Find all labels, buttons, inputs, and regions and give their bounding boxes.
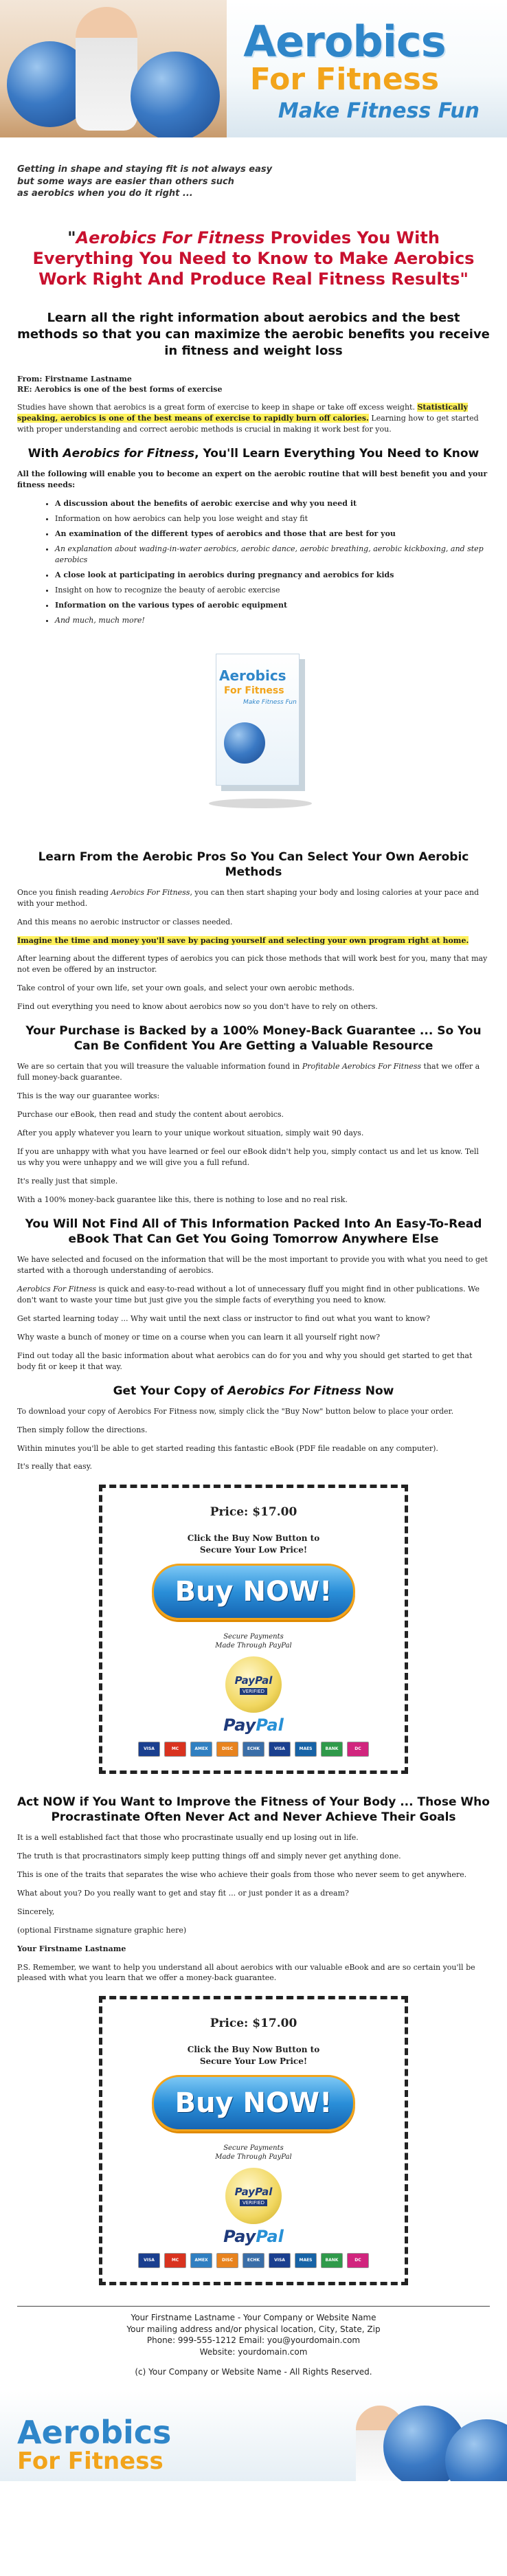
list-item: • Information on the various types of aerobic equipment (55, 600, 490, 611)
paragraph: It's really that easy. (17, 1462, 92, 1472)
signature-placeholder: (optional Firstname signature graphic here) (17, 1925, 187, 1935)
footer-website: Website: yourdomain.com (199, 2347, 308, 2357)
payment-card-icon: VISA (269, 2253, 291, 2268)
payment-cards (116, 2253, 391, 2268)
text: , You'll Learn Everything You Need to Know (194, 447, 480, 461)
paypal-logo-pal: Pal (256, 2226, 284, 2246)
text: Get Your Copy of (113, 1384, 228, 1398)
list-item: • And much, much more! (55, 615, 490, 626)
paragraph: After you apply whatever you learn to your unique workout situation, simply wait 90 days. (17, 1129, 364, 1138)
payment-cards (116, 1742, 391, 1757)
feature-list (17, 498, 490, 625)
logo-tagline: Make Fitness Fun (278, 99, 480, 124)
paragraph: To download your copy of Aerobics For Fitness now, simply click the "Buy Now" button below to place your order. (17, 1406, 454, 1416)
bottom-logo-line2: For Fitness (17, 2447, 164, 2475)
list-item: • An explanation about wading-in-water aerobics, aerobic dance, aerobic breathing, aerobic kickboxing, and step aerobics (55, 544, 490, 566)
highlighted-text: Statistically speaking, aerobics is one of the best means of exercise to rapidly burn off calories. (17, 403, 468, 423)
order-cta (116, 1533, 391, 1555)
cta-line: Secure Your Low Price! (199, 1544, 308, 1555)
main-headline (30, 227, 477, 289)
paragraph: Find out today all the basic information about what aerobics can do for you and why you should get started to get that body fit or keep it that way. (17, 1351, 473, 1371)
bottom-banner (0, 2392, 507, 2481)
cta-line: Secure Your Low Price! (199, 2056, 308, 2066)
letter-header (17, 374, 490, 395)
logo-line1: Aerobics (243, 16, 446, 67)
seal-text: PayPal (234, 2185, 273, 2198)
payment-card-icon: MC (164, 1742, 186, 1757)
fitness-ball-image (131, 52, 220, 137)
paypal-verified-seal-icon (225, 2168, 282, 2224)
buy-now-button[interactable]: Buy NOW! (152, 2075, 355, 2131)
paragraph: Why waste a bunch of money or time on a course when you can learn it all yourself right now? (17, 1332, 381, 1342)
paragraph (17, 1284, 490, 1306)
paragraph (17, 887, 490, 909)
list-item: • An examination of the different types of aerobics and those that are best for you (55, 529, 490, 540)
list-item: • Information on how aerobics can help you lose weight and stay fit (55, 513, 490, 524)
secure-payments-text (116, 2144, 391, 2162)
paragraph: After learning about the different types of aerobics you can pick those methods that will work best for you, many that may not even be offered by an instructor. (17, 954, 488, 975)
price-label: Price: $17.00 (210, 2017, 297, 2031)
paragraph (17, 935, 490, 946)
text: Once you finish reading (17, 887, 111, 897)
payment-card-icon: VISA (138, 1742, 160, 1757)
seal-subtext: VERIFIED (240, 2199, 267, 2206)
highlighted-text: Imagine the time and money you'll save by pacing yourself and selecting your own program right at home. (17, 935, 469, 945)
list-item: • A close look at participating in aerobics during pregnancy and aerobics for kids (55, 570, 490, 581)
letter-paragraph (17, 402, 490, 435)
headline-quote: " (67, 227, 76, 247)
ebook-cover-image (202, 654, 305, 808)
paragraph: Get started learning today ... Why wait until the next class or instructor to find out what you want to know? (17, 1313, 430, 1323)
bottom-logo-line1: Aerobics (17, 2413, 172, 2451)
footer-line: Your Firstname Lastname - Your Company or Website Name (131, 2312, 376, 2322)
section-title-act-now: Act NOW if You Want to Improve the Fitness of Your Body ... Those Who Procrastinate Often Never Act and Never Achieve Their Goals (17, 1795, 490, 1824)
cta-line: Click the Buy Now Button to (187, 2045, 320, 2055)
payment-card-icon: DC (347, 1742, 369, 1757)
payment-card-icon: AMEX (190, 2253, 212, 2268)
text: We are so certain that you will treasure the valuable information found in (17, 1062, 302, 1072)
cta-line: Click the Buy Now Button to (187, 1533, 320, 1544)
order-box (99, 1996, 408, 2285)
footer-divider (17, 2306, 490, 2307)
payment-card-icon: DISC (216, 2253, 238, 2268)
section-title-ebook: You Will Not Find All of This Information Packed Into An Easy-To-Read eBook That Can Get You Going Tomorrow Anywhere Else (25, 1217, 482, 1246)
payment-card-icon: AMEX (190, 1742, 212, 1757)
site-logo (210, 16, 480, 124)
seal-text: PayPal (234, 1674, 273, 1687)
text: Aerobics For Fitness (111, 887, 190, 897)
sub-headline: Learn all the right information about aerobics and the best methods so that you can maximize the aerobic benefits you receive in fitness and weight loss (17, 310, 490, 359)
footer-line: Phone: 999-555-1212 Email: you@yourdomain.com (146, 2335, 361, 2346)
cover-tagline: Make Fitness Fun (243, 698, 297, 706)
letter-re: RE: Aerobics is one of the best forms of exercise (17, 384, 223, 394)
order-box (99, 1485, 408, 1773)
paragraph: Find out everything you need to know about aerobics now so you don't have to rely on others. (17, 1002, 378, 1012)
text: With (27, 447, 63, 461)
buy-now-button[interactable]: Buy NOW! (152, 1564, 355, 1620)
paragraph: The truth is that procrastinators simply keep putting things off and simply never get anything done. (17, 1851, 401, 1861)
paragraph: Purchase our eBook, then read and study the content about aerobics. (17, 1110, 284, 1120)
postscript: P.S. Remember, we want to help you understand all about aerobics with our valuable eBook and are so certain you'll be pleased with what you learn that we offer a money-back guarantee. (17, 1962, 475, 1983)
paypal-verified-seal-icon (225, 1656, 282, 1713)
paragraph: It is a well established fact that those who procrastinate usually end up losing out in life. (17, 1832, 359, 1842)
list-item: • Insight on how to recognize the beauty of aerobic exercise (55, 585, 490, 596)
section-title-guarantee: Your Purchase is Backed by a 100% Money-Back Guarantee ... So You Can Be Confident You Are Getting a Valuable Resource (25, 1024, 482, 1054)
woman-image (76, 7, 137, 131)
payment-card-icon: DISC (216, 1742, 238, 1757)
seal-subtext: VERIFIED (240, 1688, 267, 1695)
payment-card-icon: ECHK (243, 1742, 264, 1757)
payment-card-icon: MAES (295, 1742, 317, 1757)
section-intro: All the following will enable you to become an expert on the aerobic routine that will best benefit you and your fitness needs: (17, 469, 488, 490)
list-item: • A discussion about the benefits of aerobic exercise and why you need it (55, 498, 490, 509)
paragraph: With a 100% money-back guarantee like this, there is nothing to lose and no real risk. (17, 1195, 348, 1204)
secure-line: Secure Payments (223, 1632, 284, 1641)
cover-title: Aerobics (219, 667, 286, 684)
payment-card-icon: BANK (321, 2253, 343, 2268)
intro-line: Getting in shape and staying fit is not always easy (17, 164, 273, 175)
cover-shadow (209, 799, 312, 808)
text: Profitable Aerobics For Fitness (302, 1062, 422, 1072)
copyright: (c) Your Company or Website Name - All Rights Reserved. (135, 2366, 372, 2377)
payment-card-icon: VISA (269, 1742, 291, 1757)
section-title-pros: Learn From the Aerobic Pros So You Can Select Your Own Aerobic Methods (38, 850, 469, 879)
payment-card-icon: MAES (295, 2253, 317, 2268)
paragraph: We have selected and focused on the information that will be the most important to provide you with what you need to get started with a thorough understanding of aerobics. (17, 1255, 488, 1275)
footer-line: Your mailing address and/or physical location, City, State, Zip (126, 2324, 381, 2334)
header-banner (0, 0, 507, 137)
paragraph: This is one of the traits that separates the wise who achieve their goals from those who never seem to get anywhere. (17, 1869, 467, 1879)
text: that we offer a full money-back guarantee. (17, 1062, 480, 1082)
intro-line: but some ways are easier than others such (17, 176, 234, 187)
payment-card-icon: BANK (321, 1742, 343, 1757)
letter-from: From: Firstname Lastname (17, 374, 132, 384)
paypal-logo-pay: Pay (223, 2226, 256, 2246)
paragraph: What about you? Do you really want to get and stay fit ... or just ponder it as a dream? (17, 1888, 349, 1898)
text: , you can then start shaping your body and losing calories at your pace and with your method. (17, 887, 480, 908)
price-label: Price: $17.00 (210, 1505, 297, 1520)
secure-line: Made Through PayPal (215, 1642, 292, 1650)
headline-text: Provides You With Everything You Need to Know to Make Aerobics Work Right And Produce Real Fitness Results" (32, 227, 475, 289)
text: Aerobics For Fitness (17, 1284, 97, 1293)
signature-name: Your Firstname Lastname (17, 1944, 126, 1953)
cover-subtitle: For Fitness (224, 685, 284, 696)
paragraph: Then simply follow the directions. (17, 1425, 148, 1434)
text: Studies have shown that aerobics is a great form of exercise to keep in shape or take off excess weight. (17, 403, 415, 412)
section-title-learn (17, 446, 490, 461)
paypal-logo-pal: Pal (256, 1715, 284, 1735)
paragraph (17, 1061, 490, 1083)
intro-text (17, 164, 490, 200)
paragraph: If you are unhappy with what you have learned or feel our eBook didn't help you, simply contact us and let us know. Tell us why you were unhappy and we will give you a full refund. (17, 1147, 479, 1168)
payment-card-icon: VISA (138, 2253, 160, 2268)
payment-card-icon: DC (347, 2253, 369, 2268)
payment-card-icon: ECHK (243, 2253, 264, 2268)
headline-brand: Aerobics For Fitness (76, 227, 265, 247)
paragraph: It's really just that simple. (17, 1176, 118, 1186)
section-title-get-copy (17, 1384, 490, 1399)
paypal-logo-pay: Pay (223, 1715, 256, 1735)
text: Now (361, 1384, 394, 1398)
paypal-logo (116, 1716, 391, 1735)
paragraph: And this means no aerobic instructor or classes needed. (17, 917, 233, 926)
secure-line: Made Through PayPal (215, 2153, 292, 2162)
order-cta (116, 2044, 391, 2066)
text: Aerobics for Fitness (63, 447, 195, 461)
text: Learning how to get started with proper understanding and correct aerobic methods is crucial in making it work best for you. (17, 414, 479, 434)
paragraph: This is the way our guarantee works: (17, 1091, 160, 1101)
cover-ball-image (224, 722, 265, 764)
logo-line2: For Fitness (249, 62, 440, 97)
intro-line: as aerobics when you do it right ... (17, 188, 193, 199)
paragraph: Take control of your own life, set your own goals, and select your own aerobic methods. (17, 984, 354, 993)
secure-line: Secure Payments (223, 2144, 284, 2152)
footer (0, 2312, 507, 2378)
text: Aerobics For Fitness (227, 1384, 361, 1398)
secure-payments-text (116, 1632, 391, 1651)
signoff: Sincerely, (17, 1907, 55, 1916)
text: is quick and easy-to-read without a lot of unnecessary fluff you might find in other publications. We don't want to waste your time but just give you the simple facts of everything you need to know. (17, 1284, 480, 1304)
paypal-logo (116, 2227, 391, 2246)
paragraph: Within minutes you'll be able to get started reading this fantastic eBook (PDF file readable on any computer). (17, 1443, 438, 1453)
payment-card-icon: MC (164, 2253, 186, 2268)
main-content (0, 164, 507, 2285)
